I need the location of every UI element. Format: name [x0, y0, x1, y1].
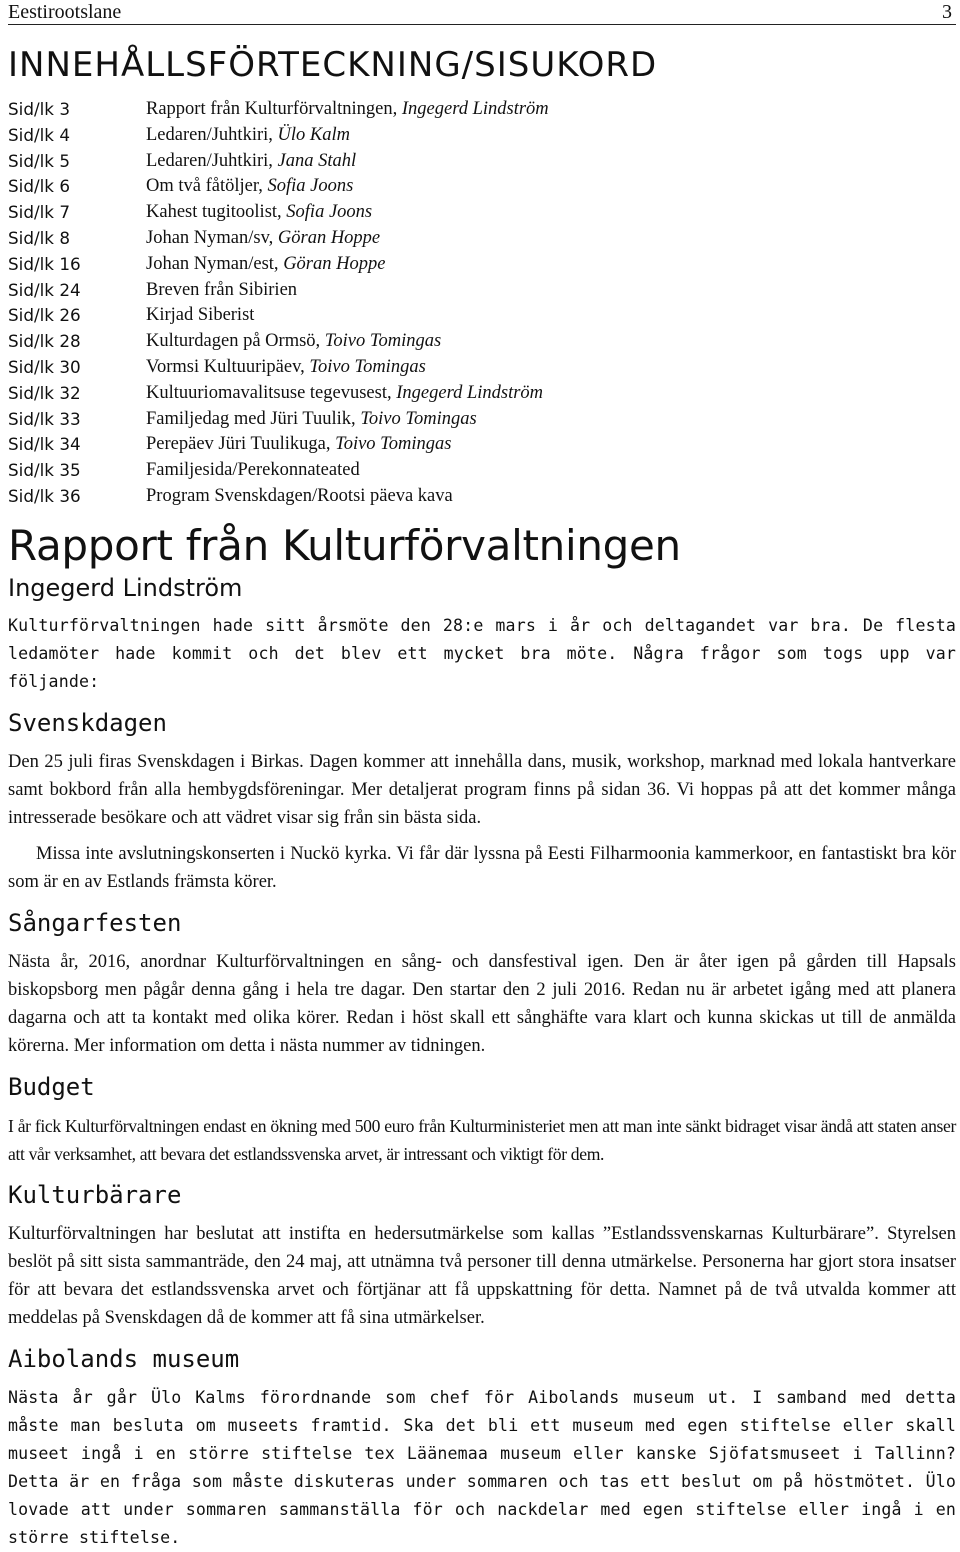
toc-entry-author: Sofia Joons	[286, 202, 373, 223]
toc-entry-title: Familjedag med Jüri Tuulik,	[146, 408, 361, 429]
toc-entry	[146, 355, 956, 381]
toc-entry	[146, 149, 956, 175]
sangarfesten-paragraph: Nästa år, 2016, anordnar Kulturförvaltningen en sång- och dansfestival igen. Den är åter igen på gården till Hapsals biskopsborg men pågår denna gång i hela tre dagar. Den startar den 2 juli 2016. Redan nu är arbetet igång med att planera dagarna och att ta kontakt med olika körer. Redan i höst skall ett sånghäfte vara klart och kunna skickas ut till de anmälda körerna. Mer information om detta i nästa nummer av tidningen.	[8, 951, 956, 1056]
toc-page-ref: Sid/lk 26	[8, 305, 81, 326]
toc-entry-author: Sofia Joons	[267, 176, 354, 197]
toc-entry-title: Breven från Sibirien	[146, 279, 298, 300]
table-of-contents	[8, 97, 956, 510]
toc-page-ref: Sid/lk 32	[8, 382, 81, 403]
toc-entry-title: Kulturdagen på Ormsö,	[146, 331, 325, 352]
toc-entry	[146, 123, 956, 149]
toc-entry-title: Familjesida/Perekonnateated	[146, 460, 360, 481]
toc-page-ref: Sid/lk 33	[8, 408, 81, 429]
toc-entry	[146, 200, 956, 226]
toc-entry-title: Program Svenskdagen/Rootsi päeva kava	[146, 485, 453, 506]
toc-page-ref: Sid/lk 34	[8, 434, 81, 455]
toc-page-ref: Sid/lk 28	[8, 331, 81, 352]
toc-entry	[146, 278, 956, 304]
toc-page-ref: Sid/lk 36	[8, 485, 81, 506]
toc-entry-author: Toivo Tomingas	[335, 434, 452, 455]
toc-entry-title: Johan Nyman/est,	[146, 253, 284, 274]
toc-entry-title: Johan Nyman/sv,	[146, 227, 278, 248]
section-heading-aibolands-museum: Aibolands museum	[8, 1344, 240, 1373]
publication-name: Eestirootslane	[8, 1, 122, 23]
toc-entry-author: Ingegerd Lindström	[396, 382, 544, 403]
toc-page-ref: Sid/lk 5	[8, 150, 71, 171]
toc-title: INNEHÅLLSFÖRTECKNING/SISUKORD	[8, 45, 658, 85]
article-intro: Kulturförvaltningen hade sitt årsmöte den 28:e mars i år och deltagandet var bra. De flesta ledamöter hade kommit och det blev ett mycket bra möte. Några frågor som togs upp var följande:	[8, 615, 956, 691]
article-title: Rapport från Kulturförvaltningen	[8, 520, 681, 570]
toc-entry	[146, 97, 956, 123]
toc-entry-title: Perepäev Jüri Tuulikuga,	[146, 434, 336, 455]
toc-entry	[146, 407, 956, 433]
toc-page-ref: Sid/lk 24	[8, 279, 81, 300]
toc-entry-author: Toivo Tomingas	[309, 356, 426, 377]
section-heading-sangarfesten: Sångarfesten	[8, 908, 182, 937]
toc-entry-title: Kultuuriomavalitsuse tegevusest,	[146, 382, 397, 403]
toc-page-ref: Sid/lk 8	[8, 227, 71, 248]
toc-entry-author: Göran Hoppe	[277, 227, 381, 248]
toc-page-ref: Sid/lk 4	[8, 124, 71, 145]
toc-entry-author: Jana Stahl	[277, 150, 357, 171]
toc-entry-title: Om två fåtöljer,	[146, 176, 268, 197]
section-heading-budget: Budget	[8, 1072, 95, 1101]
budget-paragraph: I år fick Kulturförvaltningen endast en ökning med 500 euro från Kulturministeriet men att man inte sänkt bidraget visar ändå att staten anser att vår verksamhet, att bevara det estlandssvenska arvet, är intressant och viktigt för dem.	[8, 1115, 956, 1164]
section-heading-svenskdagen: Svenskdagen	[8, 708, 167, 737]
toc-entry	[146, 381, 956, 407]
section-heading-kulturbarare: Kulturbärare	[8, 1180, 182, 1209]
toc-entry-title: Ledaren/Juhtkiri,	[146, 124, 278, 145]
toc-page-ref: Sid/lk 30	[8, 356, 81, 377]
kulturbarare-paragraph: Kulturförvaltningen har beslutat att instifta en hedersutmärkelse som kallas ”Estlandssvenskarnas Kulturbärare”. Styrelsen beslöt på sitt sista sammanträde, den 24 maj, att utnämna två personer till denna utmärkelse. Personerna har gjort stora insatser för att bevara det estlandssvenska arvet och förtjänar att få uppskattning för detta. Namnet på de två utvalda kommer att meddelas på Svenskdagen då de kommer att få sina utmärkelser.	[8, 1223, 956, 1328]
toc-page-ref: Sid/lk 7	[8, 202, 71, 223]
svenskdagen-paragraph-1: Den 25 juli firas Svenskdagen i Birkas. Dagen kommer att innehålla dans, musik, workshop, marknad med lokala hantverkare samt bokbord från alla hembygdsföreningar. Mer detaljerat program finns på sidan 36. Vi hoppas på att det kommer många intresserade besökare och att vädret visar sig från sin bästa sida.	[8, 751, 956, 828]
running-header	[8, 0, 956, 25]
toc-page-ref: Sid/lk 35	[8, 460, 81, 481]
toc-entry	[146, 226, 956, 252]
article-author: Ingegerd Lindström	[8, 573, 243, 602]
toc-entry-title: Kahest tugitoolist,	[146, 202, 287, 223]
aibolands-paragraph: Nästa år går Ülo Kalms förordnande som chef för Aibolands museum ut. I samband med detta måste man besluta om museets framtid. Ska det bli ett museum med egen stiftelse eller skall museet ingå i en större stiftelse tex Läänemaa museum eller kanske Sjöfatsmuseet i Tallinn? Detta är en fråga som måste diskuteras under sommaren och tas ett beslut om på höstmötet. Ülo lovade att under sommaren sammanställa för och nackdelar med egen stiftelse eller ingå i en större stiftelse.	[8, 1387, 956, 1547]
toc-entry-title: Vormsi Kultuuripäev,	[146, 356, 310, 377]
toc-entry	[146, 458, 956, 484]
toc-entry	[146, 252, 956, 278]
toc-entry-author: Göran Hoppe	[283, 253, 386, 274]
toc-entry-title: Ledaren/Juhtkiri,	[146, 150, 278, 171]
toc-page-ref: Sid/lk 3	[8, 99, 71, 119]
toc-entry	[146, 303, 956, 329]
page-number: 3	[942, 1, 952, 23]
toc-entry-author: Toivo Tomingas	[360, 408, 477, 429]
toc-page-ref: Sid/lk 16	[8, 253, 81, 274]
toc-entry	[146, 432, 956, 458]
toc-entry-title: Kirjad Siberist	[146, 305, 255, 326]
toc-page-ref: Sid/lk 6	[8, 176, 71, 197]
toc-entry-author: Toivo Tomingas	[324, 331, 442, 352]
toc-entry	[146, 174, 956, 200]
svenskdagen-paragraph-2: Missa inte avslutningskonserten i Nuckö kyrka. Vi får där lyssna på Eesti Filharmoonia kammerkoor, en fantastiskt bra kör som är en av Estlands främsta körer.	[8, 843, 956, 892]
toc-entry	[146, 329, 956, 355]
toc-entry	[146, 484, 956, 510]
toc-entry-title: Rapport från Kulturförvaltningen,	[146, 99, 402, 119]
toc-entry-author: Ingegerd Lindström	[401, 99, 549, 119]
toc-entry-author: Ülo Kalm	[277, 124, 350, 145]
